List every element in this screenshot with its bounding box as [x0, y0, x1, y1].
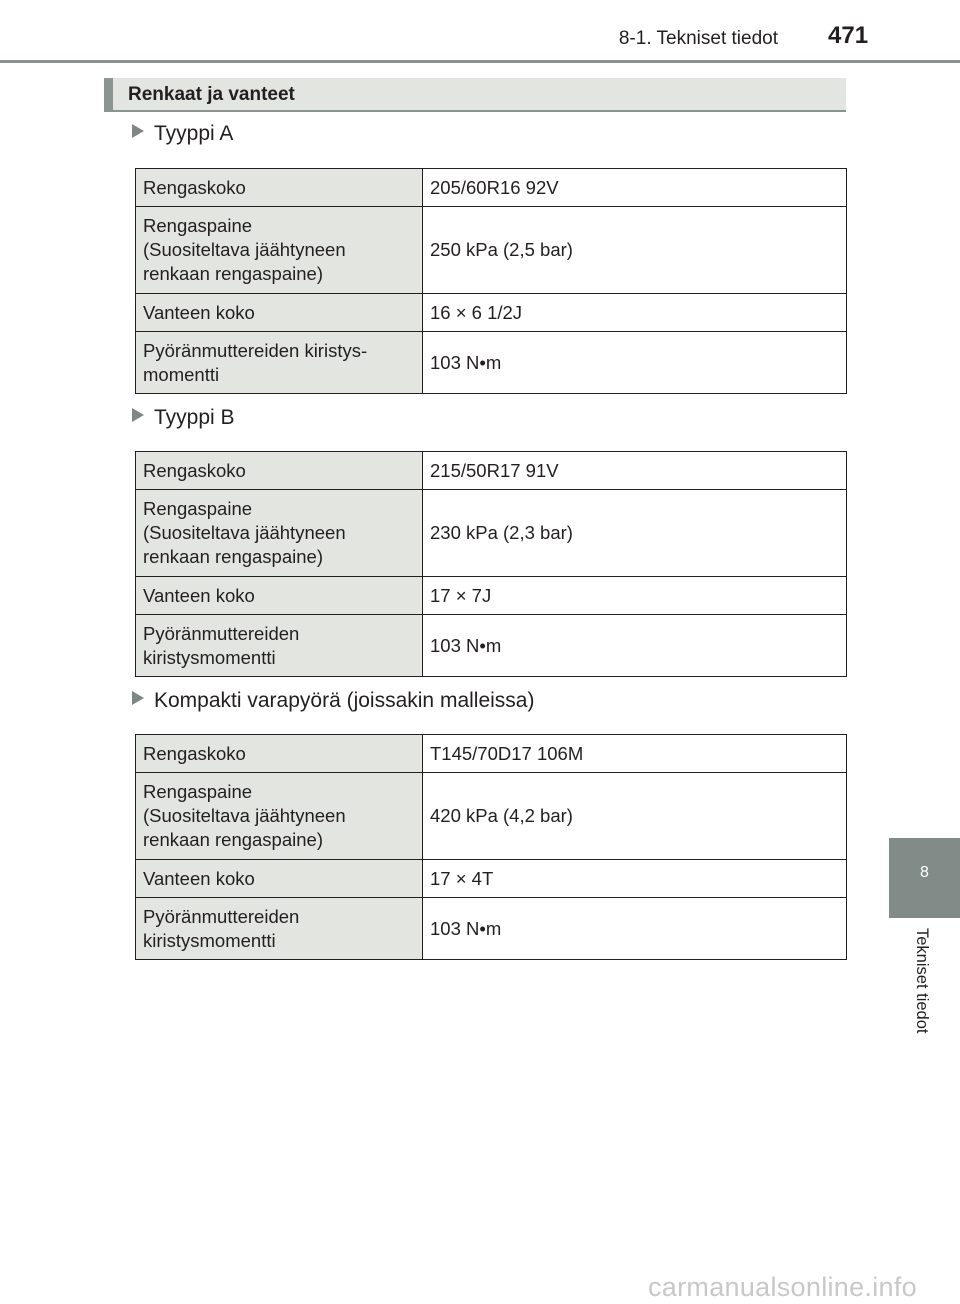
row-value: 16 × 6 1/2J — [423, 294, 847, 332]
table-row — [136, 898, 847, 960]
triangle-bullet-icon — [132, 124, 144, 138]
table-row — [136, 773, 847, 860]
header-rule — [0, 60, 960, 63]
spec-table-kompakti — [135, 734, 847, 960]
spec-table-tyyppi-b — [135, 451, 847, 677]
page-number: 471 — [828, 22, 869, 49]
table-row — [136, 860, 847, 898]
spec-table-tyyppi-a — [135, 168, 847, 394]
row-label: Rengaspaine (Suositeltava jäähtyneen renkaan rengaspaine) — [136, 773, 423, 860]
subsection-title-tyyppi-b — [132, 406, 235, 430]
row-label: Pyöränmuttereiden kiristysmomentti — [136, 898, 423, 960]
subsection-title-kompakti — [132, 689, 534, 713]
table-row — [136, 490, 847, 577]
section-heading-bar — [104, 78, 113, 110]
row-value: T145/70D17 106M — [423, 735, 847, 773]
section-heading — [104, 78, 846, 112]
chapter-tab-label: Tekniset tiedot — [913, 928, 931, 1034]
section-heading-label: Renkaat ja vanteet — [128, 84, 295, 105]
table-row — [136, 332, 847, 394]
table-row — [136, 294, 847, 332]
row-value: 103 N•m — [423, 615, 847, 677]
table-row — [136, 735, 847, 773]
table-row — [136, 577, 847, 615]
chapter-tab — [889, 838, 960, 918]
table-row — [136, 207, 847, 294]
row-value: 205/60R16 92V — [423, 169, 847, 207]
row-label: Vanteen koko — [136, 577, 423, 615]
header-title: 8-1. Tekniset tiedot — [618, 28, 778, 49]
triangle-bullet-icon — [132, 691, 144, 705]
row-label: Rengaspaine (Suositeltava jäähtyneen renkaan rengaspaine) — [136, 207, 423, 294]
row-value: 17 × 4T — [423, 860, 847, 898]
row-label: Rengaspaine (Suositeltava jäähtyneen renkaan rengaspaine) — [136, 490, 423, 577]
table-row — [136, 452, 847, 490]
row-value: 17 × 7J — [423, 577, 847, 615]
row-value: 215/50R17 91V — [423, 452, 847, 490]
row-label: Vanteen koko — [136, 860, 423, 898]
triangle-bullet-icon — [132, 408, 144, 422]
table-row — [136, 615, 847, 677]
row-value: 420 kPa (4,2 bar) — [423, 773, 847, 860]
row-value: 230 kPa (2,3 bar) — [423, 490, 847, 577]
watermark: carmanualsonline.info — [648, 1272, 917, 1302]
row-label: Rengaskoko — [136, 452, 423, 490]
row-label: Rengaskoko — [136, 169, 423, 207]
row-label: Rengaskoko — [136, 735, 423, 773]
row-value: 103 N•m — [423, 898, 847, 960]
subsection-title-text: Kompakti varapyörä (joissakin malleissa) — [154, 689, 535, 712]
chapter-tab-number: 8 — [920, 864, 929, 881]
row-label: Pyöränmuttereiden kiristys- momentti — [136, 332, 423, 394]
subsection-title-tyyppi-a — [132, 122, 233, 146]
subsection-title-text: Tyyppi A — [154, 122, 234, 145]
row-value: 250 kPa (2,5 bar) — [423, 207, 847, 294]
subsection-title-text: Tyyppi B — [154, 406, 235, 429]
table-row — [136, 169, 847, 207]
row-label: Pyöränmuttereiden kiristysmomentti — [136, 615, 423, 677]
row-label: Vanteen koko — [136, 294, 423, 332]
row-value: 103 N•m — [423, 332, 847, 394]
